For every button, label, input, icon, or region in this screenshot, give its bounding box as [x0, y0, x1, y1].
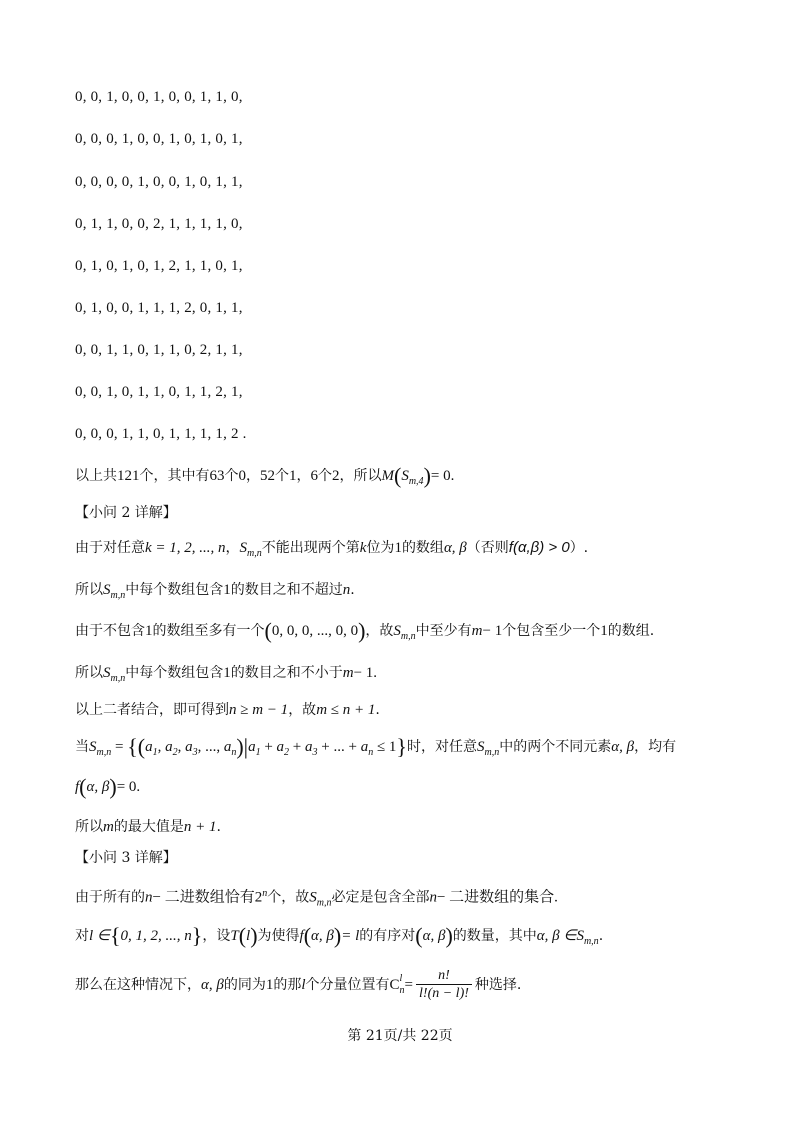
sequence-row: 0, 0, 0, 0, 1, 0, 0, 1, 0, 1, 1, [75, 174, 243, 190]
binomial-fraction: $\frac{n!}{l!(n - l)!}$ [416, 967, 472, 1003]
paragraph: 以上二者结合，即可得到n ≥ m − 1，故m ≤ n + 1. [75, 702, 380, 718]
sequence-row: 0, 0, 1, 0, 0, 1, 0, 0, 1, 1, 0, [75, 89, 243, 105]
sequence-row: 0, 1, 0, 0, 1, 1, 1, 2, 0, 1, 1, [75, 300, 243, 316]
paragraph: f(α, β)= 0. [75, 774, 141, 799]
paragraph: 由于所有的n− 二进数组恰有2$^n$个，故$S_{m,n}$必定是包含全部n− 二进数组的集合. [75, 888, 558, 909]
sequence-row: 0, 0, 0, 1, 1, 0, 1, 1, 1, 1, 2 . [75, 426, 247, 442]
sequence-row: 0, 0, 1, 1, 0, 1, 1, 0, 2, 1, 1, [75, 342, 243, 358]
page-footer: 第 21页/共 22页 [347, 1028, 453, 1044]
section-heading-q2: 【小问 2 详解】 [75, 505, 177, 521]
summary-line: 以上共121个，其中有63个0，52个1，6个2，所以$M(S_{m,4})= 0$. [75, 463, 455, 488]
paragraph-set-definition: 当$S_{m,n} = \{(a_1$, $a_2$, $a_3$, ..., $a_n)|a_1 + a_2 + a_3$ + ... + $a_n \le 1$}时，对任意$S_{m,n}$中的两个不同元素α, β，均有 [75, 734, 677, 759]
sequence-row: 0, 0, 1, 0, 1, 1, 0, 1, 1, 2, 1, [75, 384, 243, 400]
paragraph-binomial: 那么在这种情况下，α, β的同为1的那l个分量位置有C l n = $\frac{n!}{l!(n - l)!}$ 种选择. [75, 968, 522, 1001]
section-heading-q3: 【小问 3 详解】 [75, 850, 177, 866]
paragraph: 所以m的最大值是n + 1. [75, 819, 221, 835]
sequence-row: 0, 0, 0, 1, 0, 0, 1, 0, 1, 0, 1, [75, 131, 243, 147]
sequence-row: 0, 1, 0, 1, 0, 1, 2, 1, 1, 0, 1, [75, 258, 243, 274]
sequence-row: 0, 1, 1, 0, 0, 2, 1, 1, 1, 1, 0, [75, 216, 243, 232]
paragraph: 由于不包含1的数组至多有一个(0, 0, 0, ..., 0, 0)，故$S_{m,n}$中至少有m− 1个包含至少一个1的数组. [75, 618, 655, 643]
paragraph: 对l ∈{0, 1, 2, ..., n}，设T(l)为使得f(α, β)= l的有序对(α, β)的数量，其中α, β $\in S_{m,n}$. [75, 923, 604, 948]
paragraph: 由于对任意k = 1, 2, ..., n，$S_{m,n}$不能出现两个第k位为1的数组α, β（否则f(α,β) > 0）. [75, 539, 589, 559]
paragraph: 所以$S_{m,n}$中每个数组包含1的数目之和不小于m− 1. [75, 665, 378, 684]
paragraph: 所以$S_{m,n}$中每个数组包含1的数目之和不超过n. [75, 582, 355, 601]
